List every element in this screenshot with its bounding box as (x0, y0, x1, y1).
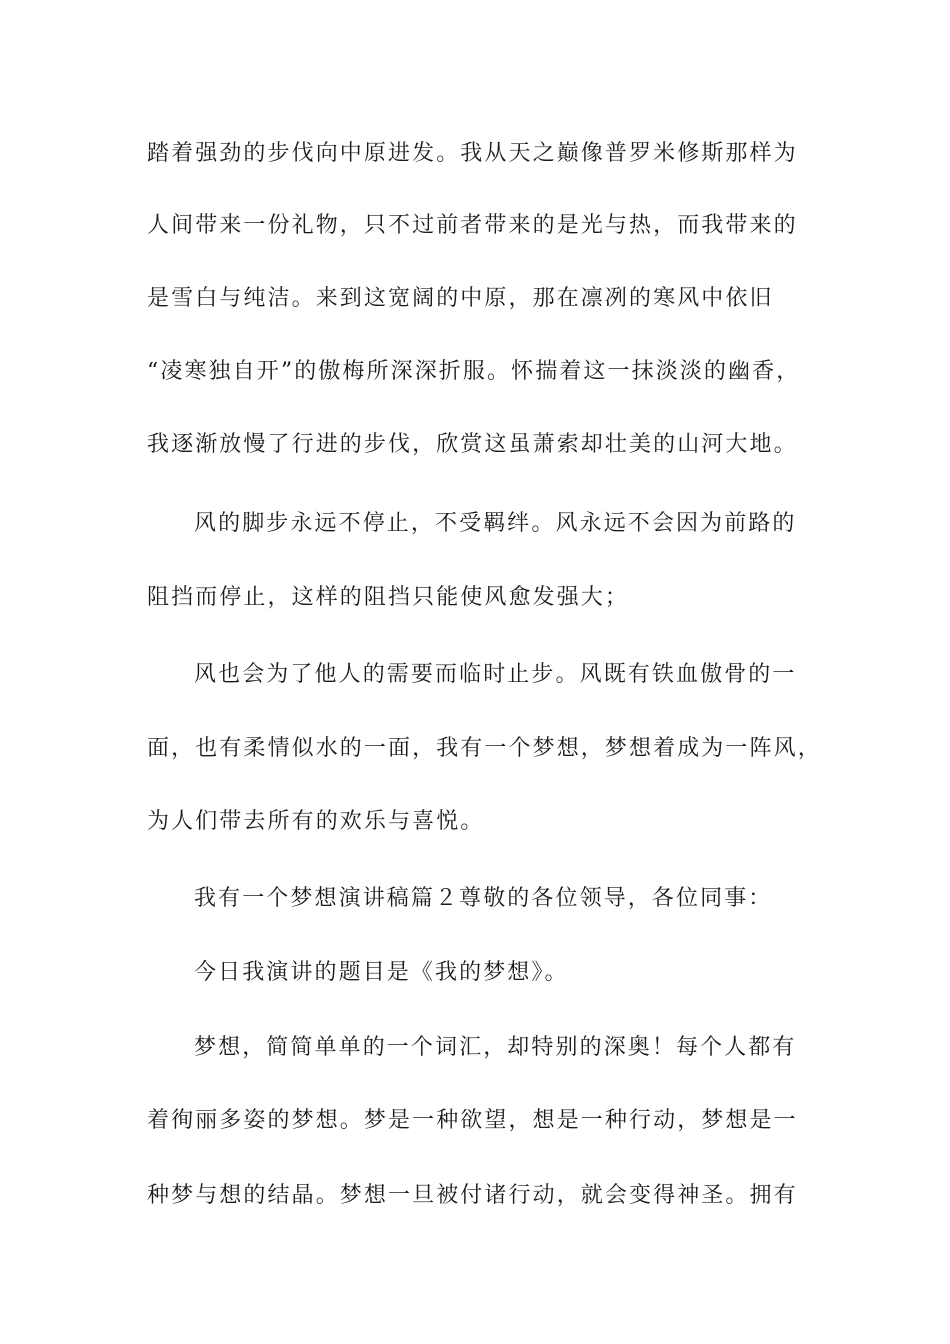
text-line-5: 我逐渐放慢了行进的步伐，欣赏这虽萧索却壮美的山河大地。 (147, 432, 798, 457)
text-line-14: 着徇丽多姿的梦想。梦是一种欲望，想是一种行动，梦想是一 (147, 1108, 798, 1133)
text-line-10: 为人们带去所有的欢乐与喜悦。 (147, 809, 485, 834)
text-line-15: 种梦与想的结晶。梦想一旦被付诸行动，就会变得神圣。拥有 (147, 1183, 798, 1208)
text-line-1: 踏着强劲的步伐向中原进发。我从天之巅像普罗米修斯那样为 (147, 141, 798, 166)
paragraph-first-line: 今日我演讲的题目是《我的梦想》。 (194, 960, 569, 985)
paragraph-first-line: 梦想，简简单单的一个词汇，却特别的深奥！每个人都有 (194, 1035, 797, 1060)
paragraph-first-line: 风也会为了他人的需要而临时止步。风既有铁血傲骨的一 (194, 662, 797, 687)
text-line-9: 面，也有柔情似水的一面，我有一个梦想，梦想着成为一阵风， (147, 736, 822, 761)
text-line-3: 是雪白与纯洁。来到这宽阔的中原，那在凛冽的寒风中依旧 (147, 286, 774, 311)
text-line-7: 阻挡而停止，这样的阻挡只能使风愈发强大； (147, 585, 630, 610)
text-line-2: 人间带来一份礼物，只不过前者带来的是光与热，而我带来的 (147, 213, 798, 238)
paragraph-first-line: 我有一个梦想演讲稿篇２尊敬的各位领导，各位同事： (194, 886, 773, 911)
text-line-4: “凌寒独自开”的傲梅所深深折服。怀揣着这一抹淡淡的幽香， (147, 359, 801, 384)
paragraph-first-line: 风的脚步永远不停止，不受羁绊。风永远不会因为前路的 (194, 511, 797, 536)
